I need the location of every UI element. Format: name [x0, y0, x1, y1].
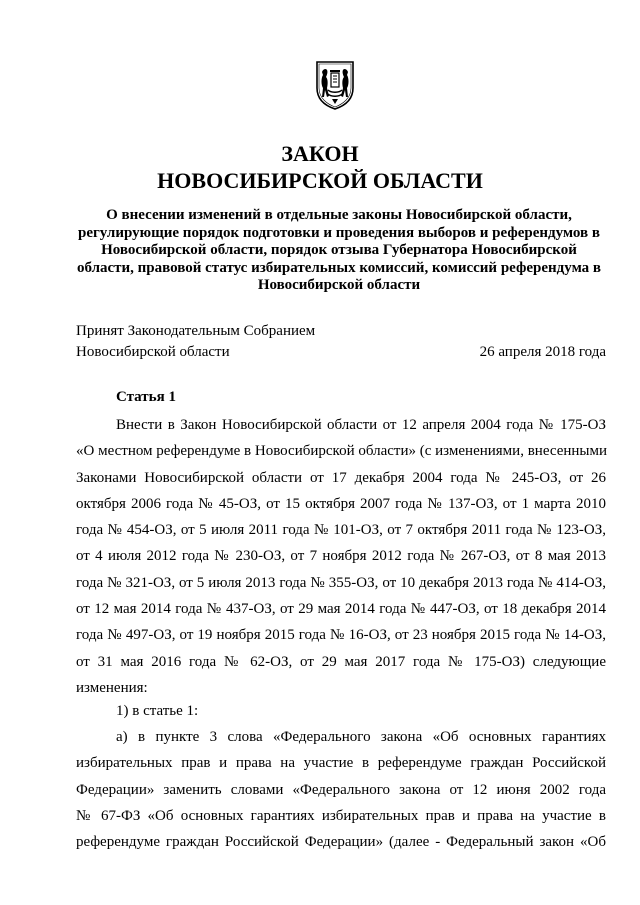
article-heading: Статья 1: [116, 389, 176, 405]
article-item: [76, 698, 606, 724]
coat-of-arms-emblem: [314, 60, 356, 110]
text-line: от 4 июля 2012 года № 230-ОЗ, от 7 ноября 2012 года № 267-ОЗ, от 8 мая 2013: [76, 548, 606, 565]
adoption-date: 26 апреля 2018 года: [479, 344, 606, 360]
text-line: года № 497-ОЗ, от 19 ноября 2015 года № 16-ОЗ, от 23 ноября 2015 года № 14-ОЗ,: [76, 627, 606, 644]
subject-line: Новосибирской области: [257, 277, 421, 293]
text-line: от 31 мая 2016 года № 62-ОЗ, от 29 мая 2017 года № 175-ОЗ) следующие: [76, 653, 606, 670]
text-line: года № 454-ОЗ, от 5 июля 2011 года № 101-ОЗ, от 7 октября 2011 года № 123-ОЗ,: [76, 522, 606, 539]
text-line: изменения:: [76, 679, 148, 696]
text-line: Законами Новосибирской области от 17 декабря 2004 года № 245-ОЗ, от 26: [76, 469, 606, 486]
text-line: октября 2006 года № 45-ОЗ, от 15 октября 2007 года № 137-ОЗ, от 1 марта 2010: [76, 495, 606, 512]
text-line: а) в пункте 3 слова «Федерального закона «Об основных гарантиях: [116, 729, 606, 745]
text-line: года № 321-ОЗ, от 5 июля 2013 года № 355-ОЗ, от 10 декабря 2013 года № 414-ОЗ,: [76, 574, 606, 591]
text-line: «О местном референдуме в Новосибирской области» (с изменениями, внесенными: [76, 443, 607, 460]
text-line: Внести в Закон Новосибирской области от 12 апреля 2004 года № 175-ОЗ: [116, 417, 606, 433]
article-subitem: [76, 724, 606, 855]
text-line: 1) в статье 1:: [116, 703, 199, 719]
text-line: № 67-ФЗ «Об основных гарантиях избирательных прав и права на участие в: [76, 807, 606, 824]
law-subject: [74, 207, 604, 295]
text-line: от 12 мая 2014 года № 437-ОЗ, от 29 мая 2014 года № 447-ОЗ, от 18 декабря 2014: [76, 601, 606, 618]
text-line: Федерации» заменить словами «Федерального закона от 12 июня 2002 года: [76, 781, 606, 798]
subject-line: О внесении изменений в отдельные законы Новосибирской области,: [106, 207, 572, 223]
law-title: ЗАКОН: [281, 141, 359, 166]
subject-line: регулирующие порядок подготовки и проведения выборов и референдумов в: [77, 224, 600, 241]
region-title: НОВОСИБИРСКОЙ ОБЛАСТИ: [157, 168, 483, 193]
subject-line: области, правовой статус избирательных комиссий, комиссий референдума в: [76, 259, 602, 276]
adoption-block: [76, 321, 315, 363]
text-line: избирательных прав и права на участие в референдуме граждан Российской: [76, 755, 606, 772]
adoption-line: Принят Законодательным Собранием: [76, 323, 316, 339]
article-paragraph: [76, 412, 606, 701]
text-line: референдуме граждан Российской Федерации» (далее - Федеральный закон «Об: [76, 834, 606, 851]
subject-line: Новосибирской области, порядок отзыва Губернатора Новосибирской: [101, 242, 577, 258]
adoption-line: Новосибирской области: [76, 344, 230, 360]
